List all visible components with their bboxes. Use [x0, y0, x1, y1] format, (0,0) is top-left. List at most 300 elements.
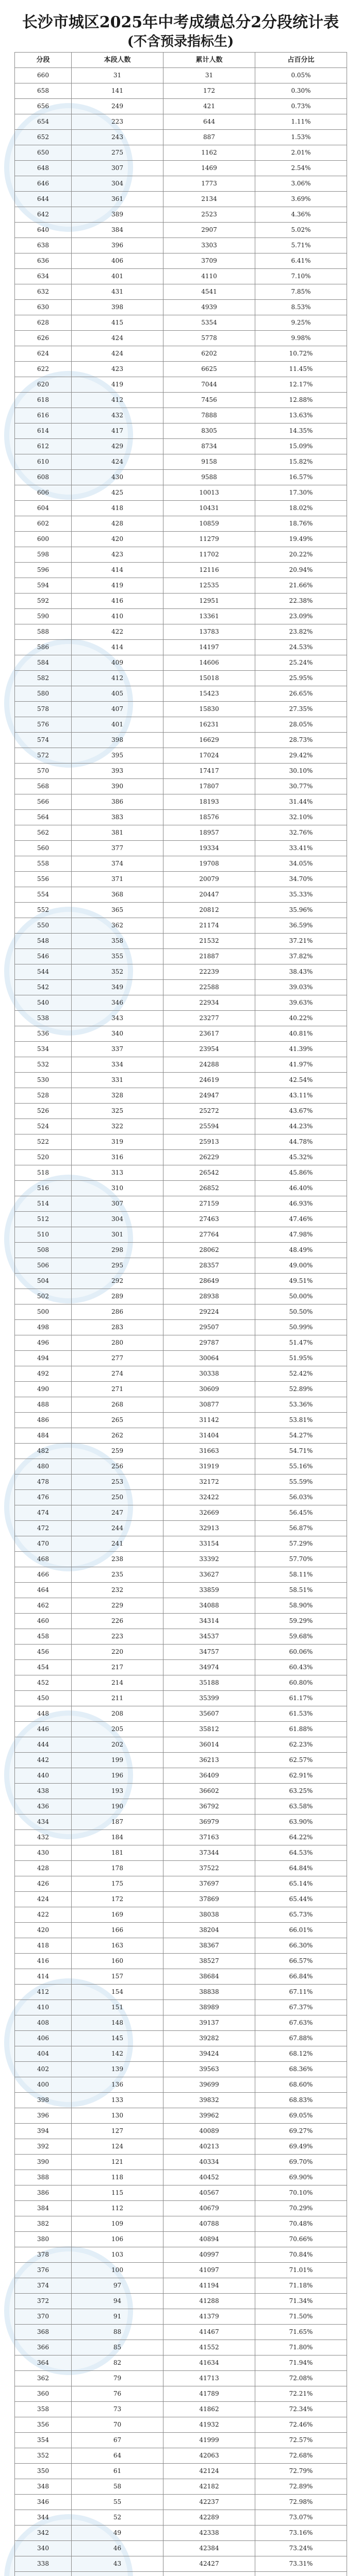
cell-percent: 68.36%	[255, 2062, 347, 2077]
cell-cumulative: 25594	[163, 1119, 255, 1134]
cell-percent: 43.11%	[255, 1088, 347, 1104]
cell-count: 412	[72, 393, 163, 408]
table-row	[15, 1815, 347, 1830]
cell-count: 418	[72, 501, 163, 516]
cell-cumulative: 41467	[163, 2325, 255, 2340]
cell-score: 376	[15, 2263, 72, 2278]
cell-cumulative: 36979	[163, 1815, 255, 1830]
cell-count: 275	[72, 145, 163, 161]
cell-count: 178	[72, 1861, 163, 1876]
cell-cumulative: 4541	[163, 284, 255, 300]
table-row	[15, 130, 347, 145]
cell-percent: 41.97%	[255, 1057, 347, 1073]
cell-percent: 38.43%	[255, 964, 347, 980]
cell-score: 536	[15, 1026, 72, 1042]
cell-score: 368	[15, 2325, 72, 2340]
cell-cumulative: 24288	[163, 1057, 255, 1073]
cell-score: 396	[15, 2108, 72, 2124]
table-row	[15, 1444, 347, 1459]
cell-percent: 36.59%	[255, 918, 347, 934]
cell-count: 67	[72, 2433, 163, 2448]
table-row	[15, 2448, 347, 2464]
cell-count	[72, 2572, 163, 2576]
cell-count: 241	[72, 1536, 163, 1552]
cell-cumulative: 41194	[163, 2278, 255, 2294]
cell-count: 106	[72, 2232, 163, 2247]
cell-score: 340	[15, 2541, 72, 2556]
cell-cumulative: 40894	[163, 2232, 255, 2247]
cell-percent: 72.79%	[255, 2464, 347, 2479]
cell-cumulative: 13783	[163, 624, 255, 640]
cell-percent: 14.35%	[255, 423, 347, 439]
cell-count: 64	[72, 2448, 163, 2464]
table-row	[15, 2510, 347, 2526]
cell-percent: 72.57%	[255, 2433, 347, 2448]
cell-score: 526	[15, 1104, 72, 1119]
cell-count: 362	[72, 918, 163, 934]
cell-count: 381	[72, 825, 163, 841]
table-row	[15, 1459, 347, 1475]
cell-percent: 3.69%	[255, 192, 347, 207]
cell-cumulative: 34974	[163, 1660, 255, 1675]
cell-percent: 53.36%	[255, 1397, 347, 1413]
cell-count: 256	[72, 1459, 163, 1475]
table-row	[15, 300, 347, 315]
table-row	[15, 2124, 347, 2139]
cell-count: 389	[72, 207, 163, 223]
cell-percent: 7.85%	[255, 284, 347, 300]
cell-percent: 45.86%	[255, 1165, 347, 1181]
cell-percent: 57.70%	[255, 1552, 347, 1567]
cell-count: 423	[72, 547, 163, 563]
table-row	[15, 1830, 347, 1845]
cell-percent: 58.51%	[255, 1583, 347, 1598]
cell-percent: 60.43%	[255, 1660, 347, 1675]
cell-score: 502	[15, 1289, 72, 1304]
cell-percent: 71.01%	[255, 2263, 347, 2278]
cell-cumulative: 41862	[163, 2402, 255, 2417]
table-row	[15, 454, 347, 470]
cell-cumulative: 40089	[163, 2124, 255, 2139]
cell-percent: 49.51%	[255, 1274, 347, 1289]
cell-score: 642	[15, 207, 72, 223]
cell-percent: 53.81%	[255, 1413, 347, 1428]
cell-count: 49	[72, 2526, 163, 2541]
cell-score: 422	[15, 1907, 72, 1923]
cell-cumulative: 18193	[163, 794, 255, 810]
cell-cumulative: 37344	[163, 1845, 255, 1861]
cell-percent: 30.10%	[255, 764, 347, 779]
cell-count: 424	[72, 331, 163, 346]
cell-percent: 71.94%	[255, 2355, 347, 2371]
cell-count: 115	[72, 2185, 163, 2201]
table-row	[15, 1969, 347, 1985]
cell-count: 429	[72, 439, 163, 454]
cell-cumulative: 38989	[163, 2000, 255, 2015]
cell-score: 480	[15, 1459, 72, 1475]
cell-score: 356	[15, 2417, 72, 2433]
table-row	[15, 2185, 347, 2201]
cell-percent: 52.89%	[255, 1382, 347, 1397]
table-row	[15, 2015, 347, 2031]
cell-percent: 34.70%	[255, 872, 347, 887]
cell-percent: 62.23%	[255, 1737, 347, 1753]
cell-percent: 68.83%	[255, 2093, 347, 2108]
cell-percent: 54.27%	[255, 1428, 347, 1444]
table-row	[15, 594, 347, 609]
table-row	[15, 284, 347, 300]
cell-cumulative: 35399	[163, 1691, 255, 1706]
table-row	[15, 609, 347, 624]
cell-count: 414	[72, 563, 163, 578]
cell-percent: 65.44%	[255, 1892, 347, 1907]
cell-score: 394	[15, 2124, 72, 2139]
cell-count: 343	[72, 1011, 163, 1026]
cell-cumulative: 21887	[163, 949, 255, 964]
cell-score: 616	[15, 408, 72, 423]
cell-cumulative: 8305	[163, 423, 255, 439]
cell-percent: 12.17%	[255, 377, 347, 393]
table-row	[15, 2556, 347, 2572]
cell-count: 79	[72, 2371, 163, 2386]
cell-cumulative: 34088	[163, 1598, 255, 1614]
cell-score: 580	[15, 686, 72, 702]
cell-cumulative: 2134	[163, 192, 255, 207]
cell-cumulative: 39137	[163, 2015, 255, 2031]
table-row	[15, 2000, 347, 2015]
cell-cumulative: 39832	[163, 2093, 255, 2108]
cell-count: 43	[72, 2556, 163, 2572]
cell-percent: 13.63%	[255, 408, 347, 423]
cell-score: 492	[15, 1366, 72, 1382]
cell-cumulative: 20079	[163, 872, 255, 887]
cell-cumulative: 38367	[163, 1938, 255, 1954]
cell-count: 374	[72, 856, 163, 872]
table-row	[15, 2464, 347, 2479]
cell-count: 371	[72, 872, 163, 887]
cell-count: 133	[72, 2093, 163, 2108]
cell-count: 420	[72, 532, 163, 547]
table-row	[15, 733, 347, 748]
cell-count: 250	[72, 1490, 163, 1505]
cell-percent: 45.32%	[255, 1150, 347, 1165]
cell-score: 366	[15, 2340, 72, 2355]
cell-score: 448	[15, 1706, 72, 1722]
table-row	[15, 2247, 347, 2263]
cell-percent: 37.82%	[255, 949, 347, 964]
cell-percent: 19.49%	[255, 532, 347, 547]
cell-score: 612	[15, 439, 72, 454]
table-row	[15, 1243, 347, 1258]
table-row	[15, 393, 347, 408]
cell-score: 346	[15, 2495, 72, 2510]
cell-score: 586	[15, 640, 72, 655]
cell-count: 100	[72, 2263, 163, 2278]
cell-score: 428	[15, 1861, 72, 1876]
table-row	[15, 2371, 347, 2386]
cell-count: 280	[72, 1335, 163, 1351]
table-row	[15, 1753, 347, 1768]
cell-count: 395	[72, 748, 163, 764]
cell-count: 112	[72, 2201, 163, 2216]
cell-score: 488	[15, 1397, 72, 1413]
cell-cumulative: 39962	[163, 2108, 255, 2124]
table-row	[15, 2325, 347, 2340]
cell-score: 542	[15, 980, 72, 995]
cell-percent: 71.65%	[255, 2325, 347, 2340]
table-row	[15, 1212, 347, 1227]
cell-count: 277	[72, 1351, 163, 1366]
cell-count: 337	[72, 1042, 163, 1057]
table-row	[15, 779, 347, 794]
cell-score: 636	[15, 253, 72, 269]
cell-percent: 72.08%	[255, 2371, 347, 2386]
cell-count: 85	[72, 2340, 163, 2355]
cell-cumulative: 31	[163, 68, 255, 83]
cell-percent: 33.41%	[255, 841, 347, 856]
table-row	[15, 2402, 347, 2417]
cell-count: 322	[72, 1119, 163, 1134]
cell-count: 151	[72, 2000, 163, 2015]
table-row	[15, 1614, 347, 1629]
cell-count: 169	[72, 1907, 163, 1923]
cell-cumulative: 9588	[163, 470, 255, 485]
cell-cumulative: 10859	[163, 516, 255, 532]
cell-score: 504	[15, 1274, 72, 1289]
cell-count: 295	[72, 1258, 163, 1274]
cell-score: 632	[15, 284, 72, 300]
cell-cumulative: 35607	[163, 1706, 255, 1722]
cell-cumulative: 14197	[163, 640, 255, 655]
cell-percent: 8.53%	[255, 300, 347, 315]
cell-cumulative: 23954	[163, 1042, 255, 1057]
cell-percent: 0.73%	[255, 99, 347, 114]
cell-count: 414	[72, 640, 163, 655]
cell-score: 412	[15, 1985, 72, 2000]
table-row	[15, 1011, 347, 1026]
cell-percent: 58.90%	[255, 1598, 347, 1614]
table-row	[15, 1737, 347, 1753]
cell-score: 476	[15, 1490, 72, 1505]
cell-count: 148	[72, 2015, 163, 2031]
cell-cumulative: 16231	[163, 717, 255, 733]
cell-count: 208	[72, 1706, 163, 1722]
cell-count: 355	[72, 949, 163, 964]
cell-cumulative: 32422	[163, 1490, 255, 1505]
cell-cumulative: 39563	[163, 2062, 255, 2077]
cell-cumulative: 18576	[163, 810, 255, 825]
cell-count: 328	[72, 1088, 163, 1104]
cell-cumulative: 22239	[163, 964, 255, 980]
cell-percent: 52.42%	[255, 1366, 347, 1382]
table-row	[15, 145, 347, 161]
cell-percent: 67.63%	[255, 2015, 347, 2031]
cell-percent: 72.89%	[255, 2479, 347, 2495]
cell-percent: 70.10%	[255, 2185, 347, 2201]
cell-percent: 72.21%	[255, 2386, 347, 2402]
cell-score: 430	[15, 1845, 72, 1861]
cell-count: 265	[72, 1413, 163, 1428]
cell-count: 268	[72, 1397, 163, 1413]
cell-percent: 69.27%	[255, 2124, 347, 2139]
cell-score: 486	[15, 1413, 72, 1428]
cell-count: 417	[72, 423, 163, 439]
cell-cumulative: 17024	[163, 748, 255, 764]
cell-cumulative: 28649	[163, 1274, 255, 1289]
cell-percent: 73.24%	[255, 2541, 347, 2556]
cell-count: 181	[72, 1845, 163, 1861]
cell-percent: 71.50%	[255, 2309, 347, 2325]
cell-count: 193	[72, 1784, 163, 1799]
cell-count: 415	[72, 315, 163, 331]
cell-count: 238	[72, 1552, 163, 1567]
cell-score: 630	[15, 300, 72, 315]
table-row	[15, 1768, 347, 1784]
cell-percent: 39.63%	[255, 995, 347, 1011]
cell-cumulative: 29507	[163, 1320, 255, 1335]
cell-score	[15, 2572, 72, 2576]
cell-score: 468	[15, 1552, 72, 1567]
cell-count: 154	[72, 1985, 163, 2000]
cell-cumulative: 40788	[163, 2216, 255, 2232]
cell-score: 474	[15, 1505, 72, 1521]
cell-percent: 28.73%	[255, 733, 347, 748]
cell-score: 472	[15, 1521, 72, 1536]
cell-score: 370	[15, 2309, 72, 2325]
cell-cumulative: 21174	[163, 918, 255, 934]
cell-count: 331	[72, 1073, 163, 1088]
cell-percent: 67.11%	[255, 1985, 347, 2000]
cell-score: 624	[15, 346, 72, 362]
table-row	[15, 1304, 347, 1320]
table-row	[15, 1475, 347, 1490]
cell-percent: 9.98%	[255, 331, 347, 346]
cell-percent: 73.16%	[255, 2526, 347, 2541]
cell-percent: 69.90%	[255, 2170, 347, 2185]
table-row	[15, 563, 347, 578]
cell-percent: 2.01%	[255, 145, 347, 161]
table-row	[15, 346, 347, 362]
cell-score: 460	[15, 1614, 72, 1629]
cell-percent: 63.90%	[255, 1815, 347, 1830]
table-row	[15, 2031, 347, 2046]
cell-count: 271	[72, 1382, 163, 1397]
cell-score: 404	[15, 2046, 72, 2062]
cell-percent: 62.91%	[255, 1768, 347, 1784]
table-row	[15, 2433, 347, 2448]
cell-count: 325	[72, 1104, 163, 1119]
table-row	[15, 578, 347, 594]
cell-percent: 9.25%	[255, 315, 347, 331]
cell-cumulative: 37869	[163, 1892, 255, 1907]
cell-score: 574	[15, 733, 72, 748]
cell-percent: 6.41%	[255, 253, 347, 269]
cell-score: 446	[15, 1722, 72, 1737]
cell-cumulative: 12535	[163, 578, 255, 594]
cell-percent: 65.14%	[255, 1876, 347, 1892]
cell-cumulative: 38038	[163, 1907, 255, 1923]
cell-cumulative: 42289	[163, 2510, 255, 2526]
table-row	[15, 2386, 347, 2402]
cell-percent: 54.71%	[255, 1444, 347, 1459]
table-row	[15, 315, 347, 331]
cell-score: 344	[15, 2510, 72, 2526]
cell-score: 512	[15, 1212, 72, 1227]
table-row	[15, 1799, 347, 1815]
cell-count: 109	[72, 2216, 163, 2232]
cell-score: 522	[15, 1134, 72, 1150]
cell-percent: 60.80%	[255, 1675, 347, 1691]
cell-cumulative: 29224	[163, 1304, 255, 1320]
cell-percent: 7.10%	[255, 269, 347, 284]
cell-score: 442	[15, 1753, 72, 1768]
cell-score: 348	[15, 2479, 72, 2495]
cell-count: 61	[72, 2464, 163, 2479]
cell-count: 202	[72, 1737, 163, 1753]
cell-cumulative: 18957	[163, 825, 255, 841]
cell-score: 610	[15, 454, 72, 470]
cell-cumulative: 32913	[163, 1521, 255, 1536]
cell-percent: 65.73%	[255, 1907, 347, 1923]
cell-percent: 73.31%	[255, 2556, 347, 2572]
cell-score: 606	[15, 485, 72, 501]
cell-cumulative: 4110	[163, 269, 255, 284]
cell-percent: 15.82%	[255, 454, 347, 470]
cell-score: 420	[15, 1923, 72, 1938]
cell-count: 52	[72, 2510, 163, 2526]
cell-score: 638	[15, 238, 72, 253]
cell-score: 416	[15, 1954, 72, 1969]
cell-percent: 68.60%	[255, 2077, 347, 2093]
table-row	[15, 2495, 347, 2510]
cell-cumulative: 37522	[163, 1861, 255, 1876]
cell-cumulative: 37697	[163, 1876, 255, 1892]
table-row	[15, 748, 347, 764]
cell-cumulative: 42384	[163, 2541, 255, 2556]
cell-cumulative: 26852	[163, 1181, 255, 1196]
cell-count: 70	[72, 2417, 163, 2433]
cell-percent: 51.47%	[255, 1335, 347, 1351]
cell-count: 352	[72, 964, 163, 980]
cell-percent: 1.11%	[255, 114, 347, 130]
table-row	[15, 1227, 347, 1243]
cell-cumulative: 34314	[163, 1614, 255, 1629]
table-row	[15, 1629, 347, 1645]
table-row	[15, 532, 347, 547]
cell-cumulative: 39282	[163, 2031, 255, 2046]
cell-score: 518	[15, 1165, 72, 1181]
table-row	[15, 2417, 347, 2433]
table-body	[15, 68, 347, 2576]
cell-cumulative: 26229	[163, 1150, 255, 1165]
cell-count: 243	[72, 130, 163, 145]
cell-count: 220	[72, 1645, 163, 1660]
cell-percent: 56.87%	[255, 1521, 347, 1536]
cell-count: 91	[72, 2309, 163, 2325]
table-row	[15, 825, 347, 841]
table-row	[15, 1861, 347, 1876]
cell-score: 534	[15, 1042, 72, 1057]
cell-score: 620	[15, 377, 72, 393]
cell-count: 349	[72, 980, 163, 995]
cell-score: 470	[15, 1536, 72, 1552]
cell-percent: 25.24%	[255, 655, 347, 671]
cell-count: 175	[72, 1876, 163, 1892]
table-row	[15, 1413, 347, 1428]
cell-count: 424	[72, 346, 163, 362]
cell-score: 614	[15, 423, 72, 439]
cell-cumulative: 25913	[163, 1134, 255, 1150]
